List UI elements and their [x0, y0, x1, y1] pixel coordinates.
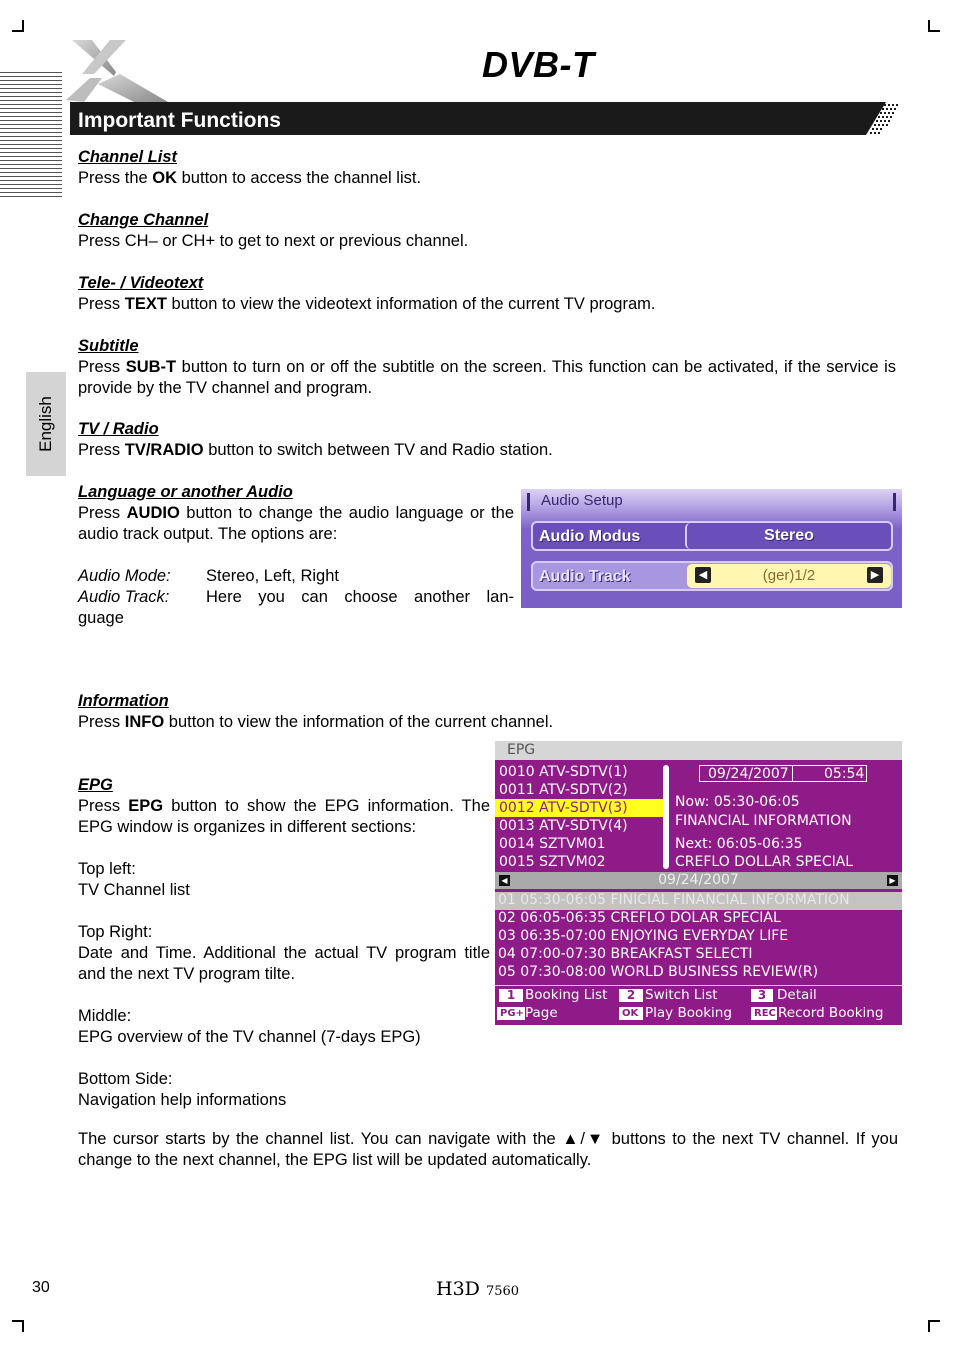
epg-section-desc: Navigation help informations [78, 1091, 287, 1109]
key-label: Page [525, 1005, 558, 1021]
epg-section-top-right [78, 922, 490, 985]
audio-row-track[interactable] [531, 561, 893, 591]
epg-now-time: Now: 05:30-06:05 [675, 794, 800, 810]
epg-now-title: FINANCIAL INFORMATION [675, 813, 852, 829]
page-number: 30 [32, 1279, 50, 1296]
audio-option-track [78, 587, 514, 608]
epg-channel-item[interactable]: 0014 SZTVM01 [499, 836, 606, 852]
epg-section-label: Top left: [78, 860, 136, 878]
section-information [78, 691, 896, 733]
arrow-left-icon[interactable]: ◀ [695, 567, 711, 583]
section-change-channel [78, 210, 896, 252]
model-number: 7560 [485, 1284, 520, 1299]
text-tv-radio: Press TV/RADIO button to switch between TV and Radio station. [78, 441, 553, 459]
epg-date-navbar [495, 872, 902, 889]
arrow-left-icon[interactable]: ◀ [499, 875, 510, 886]
audio-row-label: Audio Track [539, 568, 631, 585]
audio-value-box [685, 523, 891, 549]
text-information: Press INFO button to view the information of the current channel. [78, 713, 554, 731]
epg-datetime-box [699, 765, 867, 782]
epg-channel-scrollbar[interactable] [663, 765, 669, 869]
text-change-channel: Press CH– or CH+ to get to next or previous channel. [78, 232, 469, 250]
brand-x-logo [64, 38, 174, 104]
key-label: Detail [777, 987, 817, 1003]
epg-datetime-divider [792, 765, 793, 782]
epg-next-title: CREFLO DOLLAR SPECIAL [675, 854, 854, 870]
heading-audio: Language or another Audio [78, 483, 293, 501]
text-subtitle: Press SUB-T button to turn on or off the subtitle on the screen. This function can be activated, if the service is provide by the TV channel and program. [78, 358, 896, 397]
page-title: DVB-T [482, 44, 595, 85]
epg-channel-item[interactable]: 0010 ATV-SDTV(1) [499, 764, 628, 780]
heading-information: Information [78, 692, 169, 710]
epg-section-bottom [78, 1069, 490, 1111]
audio-option-value: Here you can choose another lan- [206, 588, 514, 606]
crop-mark-bottom-left [12, 1320, 24, 1332]
key-page-badge[interactable]: PG+ [497, 1007, 525, 1020]
epg-section-middle [78, 1006, 490, 1048]
section-videotext [78, 273, 896, 315]
key-label: Booking List [525, 987, 608, 1003]
epg-channel-item[interactable]: 0015 SZTVM02 [499, 854, 606, 870]
audio-option-value: Stereo, Left, Right [206, 567, 339, 585]
heading-videotext: Tele- / Videotext [78, 274, 204, 292]
crop-mark-bottom-right [928, 1320, 940, 1332]
key-label: Switch List [645, 987, 718, 1003]
section-audio [78, 482, 514, 629]
text-epg: Press EPG button to show the EPG information. The EPG window is organizes in different sections: [78, 797, 490, 836]
audio-title-bracket-left [527, 493, 530, 511]
audio-value-box [687, 564, 891, 588]
arrow-right-icon[interactable]: ▶ [867, 567, 883, 583]
heading-epg: EPG [78, 776, 113, 794]
epg-time: 05:54 [824, 766, 865, 782]
audio-title-bracket-right [893, 493, 896, 511]
audio-option-mode [78, 566, 514, 587]
key-1-badge[interactable]: 1 [499, 989, 523, 1002]
heading-change-channel: Change Channel [78, 211, 209, 229]
epg-section-top-left [78, 859, 490, 901]
heading-channel-list: Channel List [78, 148, 178, 166]
epg-program-row[interactable]: 02 06:05-06:35 CREFLO DOLAR SPECIAL [498, 910, 781, 926]
section-tv-radio [78, 419, 896, 461]
epg-date: 09/24/2007 [708, 766, 789, 782]
audio-row-value: (ger)1/2 [762, 567, 816, 584]
text-audio: Press AUDIO button to change the audio language or the audio track output. The options are: [78, 504, 515, 543]
heading-tv-radio: TV / Radio [78, 420, 159, 438]
epg-nav-date: 09/24/2007 [658, 872, 739, 888]
key-ok-badge[interactable]: OK [619, 1007, 643, 1020]
epg-channel-item[interactable]: 0011 ATV-SDTV(2) [499, 782, 628, 798]
key-3-badge[interactable]: 3 [751, 989, 773, 1002]
section-title: Important Functions [78, 109, 281, 132]
key-label: Play Booking [645, 1005, 732, 1021]
audio-option-continuation: guage [78, 609, 124, 627]
epg-section-label: Top Right: [78, 923, 153, 941]
epg-title: EPG [507, 742, 536, 758]
key-label: Record Booking [778, 1005, 884, 1021]
audio-setup-screenshot [521, 489, 902, 608]
crop-mark-top-left [12, 20, 24, 32]
text-channel-list: Press the OK button to access the channel list. [78, 169, 422, 187]
audio-setup-title: Audio Setup [541, 492, 623, 509]
epg-section-desc: Date and Time. Additional the actual TV program title and the next TV program tilte. [78, 944, 490, 983]
section-epg [78, 775, 490, 1111]
closing-paragraph: The cursor starts by the channel list. You can navigate with the ▲/▼ buttons to the next TV channel. If you change to the next channel, the EPG list will be updated automatically. [78, 1130, 898, 1169]
epg-next-time: Next: 06:05-06:35 [675, 836, 803, 852]
header-stripe-decoration [0, 72, 62, 200]
epg-section-label: Bottom Side: [78, 1070, 173, 1088]
epg-section-label: Middle: [78, 1007, 132, 1025]
crop-mark-top-right [928, 20, 940, 32]
audio-option-label: Audio Track: [78, 588, 170, 606]
audio-row-label: Audio Modus [539, 528, 641, 545]
arrow-right-icon[interactable]: ▶ [887, 875, 898, 886]
section-heading-bar [70, 102, 900, 135]
text-videotext: Press TEXT button to view the videotext information of the current TV program. [78, 295, 656, 313]
epg-program-row[interactable]: 04 07:00-07:30 BREAKFAST SELECTI [498, 946, 753, 962]
epg-program-row[interactable]: 05 07:30-08:00 WORLD BUSINESS REVIEW(R) [498, 964, 819, 980]
audio-row-mode[interactable] [531, 521, 893, 551]
epg-title-bar [495, 741, 902, 760]
heading-subtitle: Subtitle [78, 337, 139, 355]
model-name [436, 1278, 519, 1300]
epg-footer-divider [495, 985, 902, 986]
section-channel-list [78, 147, 896, 189]
dot-pattern-decoration [856, 102, 900, 135]
audio-option-label: Audio Mode: [78, 567, 171, 585]
section-subtitle [78, 336, 896, 399]
key-2-badge[interactable]: 2 [619, 989, 643, 1002]
epg-section-desc: TV Channel list [78, 881, 190, 899]
language-side-tab [26, 372, 66, 476]
key-rec-badge[interactable]: REC [751, 1007, 777, 1020]
epg-channel-item[interactable]: 0013 ATV-SDTV(4) [499, 818, 628, 834]
epg-channel-item-selected[interactable]: 0012 ATV-SDTV(3) [495, 799, 665, 817]
epg-section-desc: EPG overview of the TV channel (7-days EPG) [78, 1028, 421, 1046]
audio-row-value: Stereo [764, 527, 814, 544]
epg-program-row[interactable]: 03 06:35-07:00 ENJOYING EVERYDAY LIFE [498, 928, 789, 944]
language-tab-label: English [36, 396, 55, 452]
model-brand: H3D [436, 1278, 480, 1300]
epg-program-row-selected[interactable]: 01 05:30-06:05 FINICIAL FINANCIAL INFORMATION [495, 892, 902, 910]
epg-screenshot [495, 741, 902, 1025]
